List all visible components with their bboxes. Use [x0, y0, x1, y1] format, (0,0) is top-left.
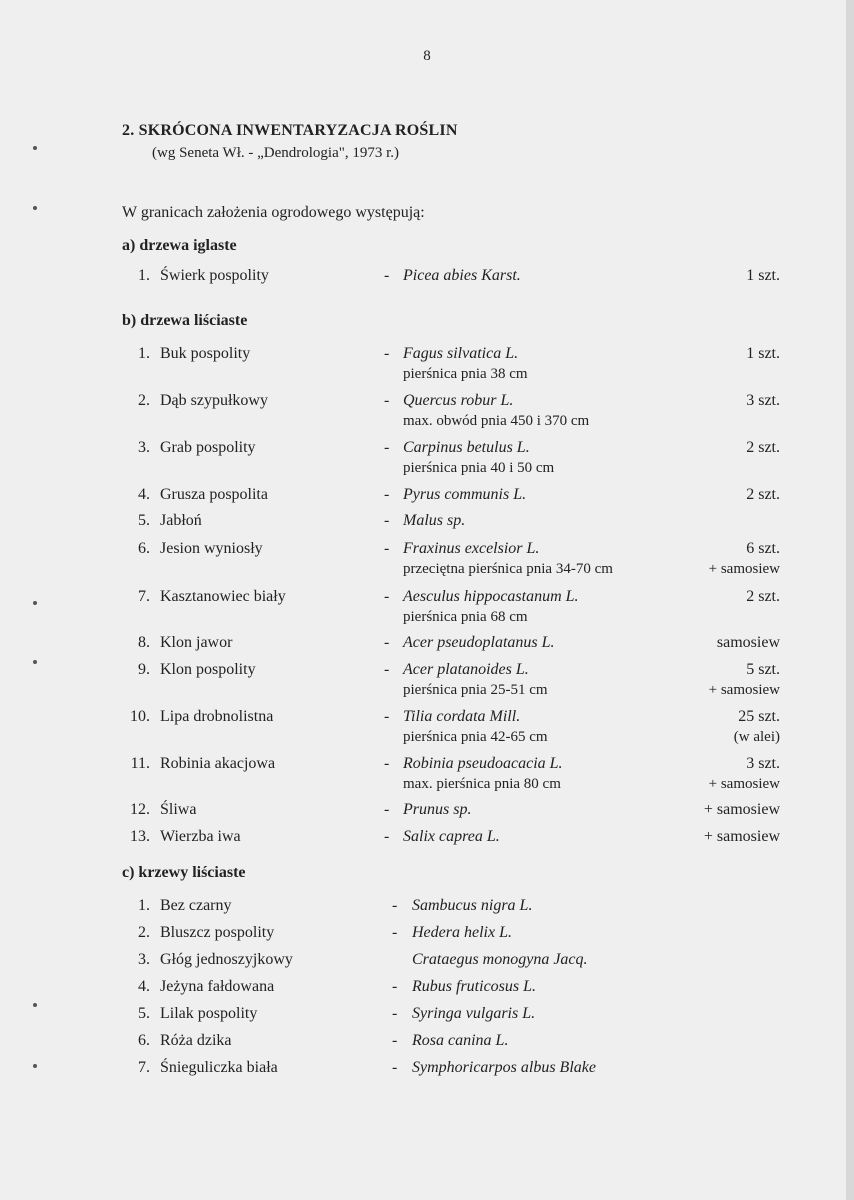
item-latin-name: Robinia pseudoacacia L.	[403, 755, 563, 772]
section-c-heading: c) krzewy liściaste	[122, 864, 246, 881]
item-dash: -	[392, 924, 398, 941]
item-dash: -	[384, 634, 390, 651]
item-latin-name: Rosa canina L.	[412, 1032, 509, 1049]
item-number: 3.	[138, 439, 150, 456]
item-quantity: 5 szt.	[746, 661, 780, 678]
item-name: Śnieguliczka biała	[160, 1059, 278, 1076]
item-dash: -	[384, 540, 390, 557]
item-name: Jesion wyniosły	[160, 540, 263, 557]
item-quantity: 2 szt.	[746, 439, 780, 456]
item-latin-name: Rubus fruticosus L.	[412, 978, 537, 995]
item-latin-name: Sambucus nigra L.	[412, 897, 533, 914]
item-note: max. pierśnica pnia 80 cm	[403, 776, 561, 792]
section-a-heading: a) drzewa iglaste	[122, 237, 237, 254]
item-quantity-extra: (w alei)	[733, 729, 780, 745]
list-item	[0, 708, 854, 745]
item-number: 3.	[138, 951, 150, 968]
item-quantity: 2 szt.	[746, 588, 780, 605]
section-subtitle: (wg Seneta Wł. - „Dendrologia", 1973 r.)	[152, 145, 400, 161]
item-quantity: 6 szt.	[746, 540, 780, 557]
item-latin-name: Picea abies Karst.	[403, 267, 521, 284]
item-number: 1.	[138, 897, 150, 914]
item-latin-name: Pyrus communis L.	[403, 486, 527, 503]
item-latin-name: Aesculus hippocastanum L.	[403, 588, 579, 605]
item-name: Dąb szypułkowy	[160, 392, 268, 409]
item-latin-name: Crataegus monogyna Jacq.	[412, 951, 588, 968]
list-item	[0, 486, 854, 510]
item-name: Klon pospolity	[160, 661, 256, 678]
item-quantity: 2 szt.	[746, 486, 780, 503]
item-latin-name: Symphoricarpos albus Blake	[412, 1059, 596, 1076]
list-item	[0, 1005, 854, 1029]
item-name: Bluszcz pospolity	[160, 924, 275, 941]
list-item	[0, 267, 854, 291]
item-dash: -	[384, 588, 390, 605]
item-latin-name: Carpinus betulus L.	[403, 439, 530, 456]
item-latin-name: Prunus sp.	[403, 801, 472, 818]
item-dash: -	[384, 512, 390, 529]
list-item	[0, 439, 854, 476]
item-note: pierśnica pnia 68 cm	[403, 609, 528, 625]
item-quantity: 25 szt.	[738, 708, 780, 725]
item-number: 11.	[130, 755, 150, 772]
list-item	[0, 924, 854, 948]
punch-hole-mark	[33, 146, 37, 150]
item-number: 4.	[138, 978, 150, 995]
intro-text: W granicach założenia ogrodowego występują:	[122, 204, 425, 221]
item-note: przeciętna pierśnica pnia 34-70 cm	[403, 561, 613, 577]
item-number: 5.	[138, 512, 150, 529]
item-latin-name: Syringa vulgaris L.	[412, 1005, 536, 1022]
item-name: Jeżyna fałdowana	[160, 978, 275, 995]
list-item	[0, 1032, 854, 1056]
list-item	[0, 801, 854, 825]
item-number: 2.	[138, 924, 150, 941]
page-number: 8	[423, 48, 431, 64]
item-latin-name: Hedera helix L.	[412, 924, 512, 941]
item-note: pierśnica pnia 42-65 cm	[403, 729, 548, 745]
item-dash: -	[384, 708, 390, 725]
item-quantity: samosiew	[716, 634, 780, 651]
item-note: max. obwód pnia 450 i 370 cm	[403, 413, 590, 429]
item-quantity: 1 szt.	[746, 345, 780, 362]
item-name: Klon jawor	[160, 634, 233, 651]
item-number: 12.	[130, 801, 150, 818]
item-name: Lipa drobnolistna	[160, 708, 274, 725]
punch-hole-mark	[33, 206, 37, 210]
list-item	[0, 828, 854, 852]
item-number: 5.	[138, 1005, 150, 1022]
list-item	[0, 1059, 854, 1083]
item-number: 6.	[138, 1032, 150, 1049]
item-note: pierśnica pnia 25-51 cm	[403, 682, 548, 698]
item-dash: -	[384, 486, 390, 503]
item-quantity: + samosiew	[703, 801, 780, 818]
item-dash: -	[392, 1059, 398, 1076]
list-item	[0, 540, 854, 577]
item-quantity: 3 szt.	[746, 392, 780, 409]
list-item	[0, 588, 854, 625]
item-number: 10.	[130, 708, 150, 725]
item-dash: -	[384, 392, 390, 409]
item-dash: -	[384, 345, 390, 362]
item-quantity-extra: + samosiew	[708, 561, 780, 577]
item-quantity-extra: + samosiew	[708, 776, 780, 792]
list-item	[0, 661, 854, 698]
list-item	[0, 951, 854, 975]
item-number: 8.	[138, 634, 150, 651]
section-title: 2. SKRÓCONA INWENTARYZACJA ROŚLIN	[122, 122, 458, 139]
item-quantity: 3 szt.	[746, 755, 780, 772]
item-latin-name: Quercus robur L.	[403, 392, 514, 409]
item-quantity: 1 szt.	[746, 267, 780, 284]
item-number: 13.	[130, 828, 150, 845]
item-number: 9.	[138, 661, 150, 678]
item-dash: -	[384, 439, 390, 456]
item-name: Buk pospolity	[160, 345, 251, 362]
item-dash: -	[384, 755, 390, 772]
item-name: Róża dzika	[160, 1032, 232, 1049]
item-name: Grab pospolity	[160, 439, 256, 456]
list-item	[0, 392, 854, 429]
item-name: Śliwa	[160, 801, 197, 818]
item-name: Bez czarny	[160, 897, 232, 914]
item-latin-name: Acer pseudoplatanus L.	[403, 634, 555, 651]
item-number: 1.	[138, 267, 150, 284]
item-name: Jabłoń	[160, 512, 202, 529]
item-name: Grusza pospolita	[160, 486, 268, 503]
item-number: 7.	[138, 588, 150, 605]
item-dash: -	[384, 828, 390, 845]
item-name: Świerk pospolity	[160, 267, 269, 284]
item-number: 1.	[138, 345, 150, 362]
item-dash: -	[384, 267, 390, 284]
item-quantity: + samosiew	[703, 828, 780, 845]
item-note: pierśnica pnia 38 cm	[403, 366, 528, 382]
list-item	[0, 634, 854, 658]
item-latin-name: Salix caprea L.	[403, 828, 500, 845]
item-number: 6.	[138, 540, 150, 557]
item-latin-name: Acer platanoides L.	[403, 661, 529, 678]
item-latin-name: Fagus silvatica L.	[403, 345, 519, 362]
item-dash: -	[392, 978, 398, 995]
item-dash: -	[392, 897, 398, 914]
list-item	[0, 512, 854, 536]
item-dash: -	[392, 1005, 398, 1022]
item-dash: -	[392, 1032, 398, 1049]
item-name: Kasztanowiec biały	[160, 588, 286, 605]
item-dash: -	[384, 661, 390, 678]
item-latin-name: Fraxinus excelsior L.	[403, 540, 540, 557]
list-item	[0, 755, 854, 792]
item-dash: -	[384, 801, 390, 818]
item-number: 4.	[138, 486, 150, 503]
item-name: Głóg jednoszyjkowy	[160, 951, 293, 968]
item-note: pierśnica pnia 40 i 50 cm	[403, 460, 555, 476]
list-item	[0, 345, 854, 382]
item-name: Wierzba iwa	[160, 828, 241, 845]
list-item	[0, 978, 854, 1002]
section-b-heading: b) drzewa liściaste	[122, 312, 248, 329]
item-name: Robinia akacjowa	[160, 755, 276, 772]
item-number: 2.	[138, 392, 150, 409]
item-latin-name: Malus sp.	[403, 512, 466, 529]
item-quantity-extra: + samosiew	[708, 682, 780, 698]
item-number: 7.	[138, 1059, 150, 1076]
item-name: Lilak pospolity	[160, 1005, 258, 1022]
item-latin-name: Tilia cordata Mill.	[403, 708, 521, 725]
list-item	[0, 897, 854, 921]
